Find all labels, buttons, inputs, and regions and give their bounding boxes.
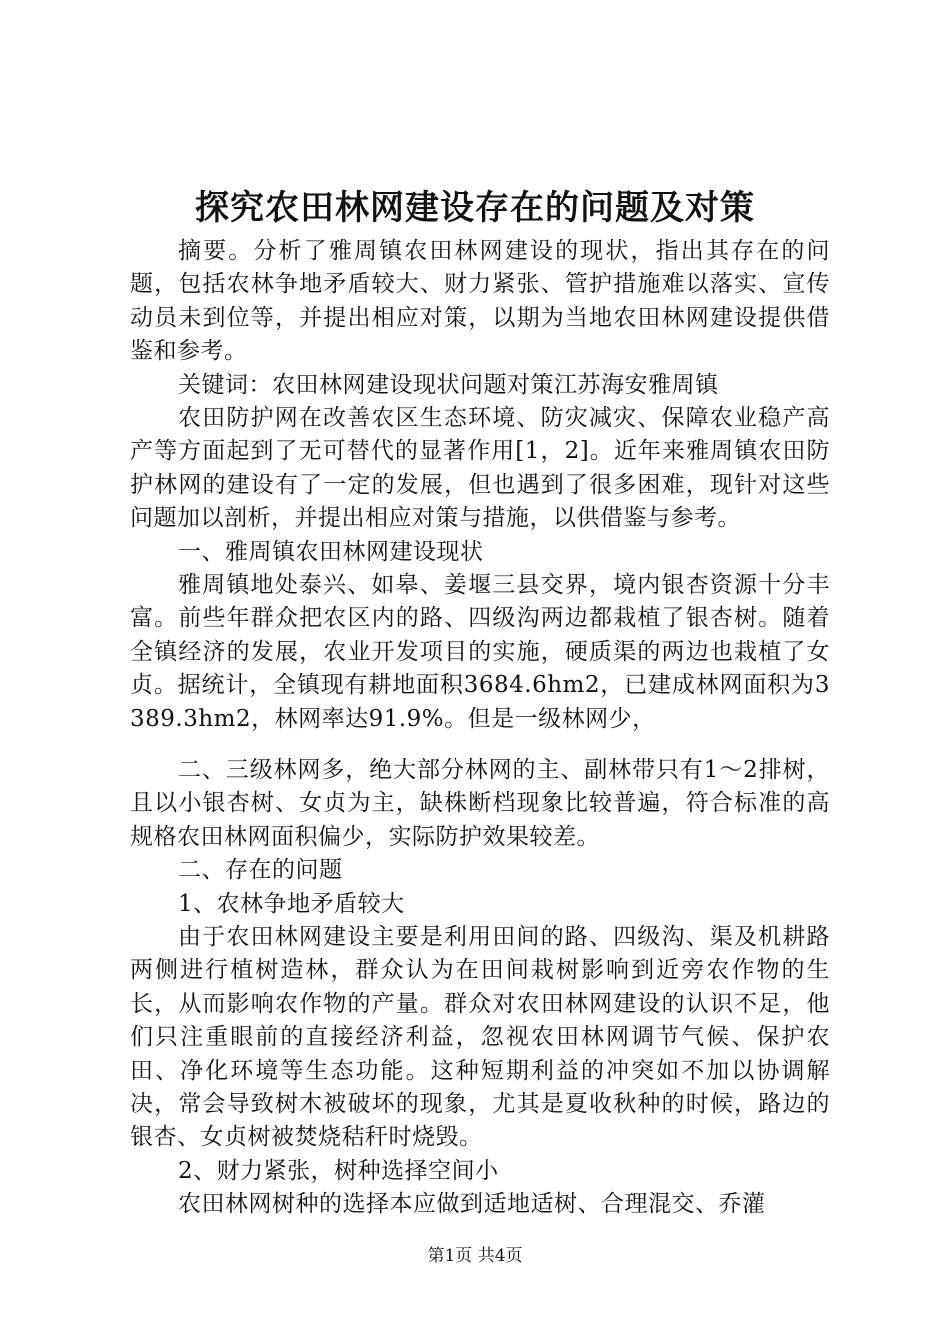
status-paragraph: 雅周镇地处泰兴、如皋、姜堰三县交界，境内银杏资源十分丰富。前些年群众把农区内的路、四级沟两边都栽植了银杏树。随着全镇经济的发展，农业开发项目的实施，硬质渠的两边也栽植了女贞。据统计，全镇现有耕地面积3684.6hm2，已建成林网面积为3389.3hm2，林网率达91.9%。但是一级林网少，	[130, 572, 830, 732]
subheading-2: 2、财力紧张，树种选择空间小	[178, 1157, 499, 1184]
abstract-paragraph: 摘要。分析了雅周镇农田林网建设的现状，指出其存在的问题，包括农林争地矛盾较大、财力紧张、管护措施难以落实、宣传动员未到位等，并提出相应对策，以期为当地农田林网建设提供借鉴和参考。	[130, 238, 830, 365]
keywords-line: 关键词：农田林网建设现状问题对策江苏海安雅周镇	[178, 371, 719, 398]
body-text-lower	[130, 754, 830, 1222]
page-footer: 第1页 共4页	[427, 1246, 523, 1266]
section-heading-1: 一、雅周镇农田林网建设现状	[178, 538, 484, 565]
subheading-1: 1、农林争地矛盾较大	[178, 890, 405, 917]
land-conflict-paragraph: 由于农田林网建设主要是利用田间的路、四级沟、渠及机耕路两侧进行植树造林，群众认为在田间栽树影响到近旁农作物的生长，从而影响农作物的产量。群众对农田林网建设的认识不足，他们只注重眼前的直接经济利益，忽视农田林网调节气候、保护农田、净化环境等生态功能。这种短期利益的冲突如不加以协调解决，常会导致树木被破坏的现象，尤其是夏收秋种的时候，路边的银杏、女贞树被焚烧秸秆时烧毁。	[130, 924, 830, 1151]
section-heading-2: 二、存在的问题	[178, 857, 343, 884]
body-text-upper	[130, 235, 830, 736]
tree-species-paragraph: 农田林网树种的选择本应做到适地适树、合理混交、乔灌	[178, 1191, 766, 1218]
document-title: 探究农田林网建设存在的问题及对策	[195, 188, 755, 228]
intro-paragraph: 农田防护网在改善农区生态环境、防灾减灾、保障农业稳产高产等方面起到了无可替代的显著作用[1，2]。近年来雅周镇农田防护林网的建设有了一定的发展，但也遇到了很多困难，现针对这些问题加以剖析，并提出相应对策与措施，以供借鉴与参考。	[130, 405, 830, 532]
status-paragraph-continued: 二、三级林网多，绝大部分林网的主、副林带只有1～2排树，且以小银杏树、女贞为主，缺株断档现象比较普遍，符合标准的高规格农田林网面积偏少，实际防护效果较差。	[130, 757, 830, 850]
